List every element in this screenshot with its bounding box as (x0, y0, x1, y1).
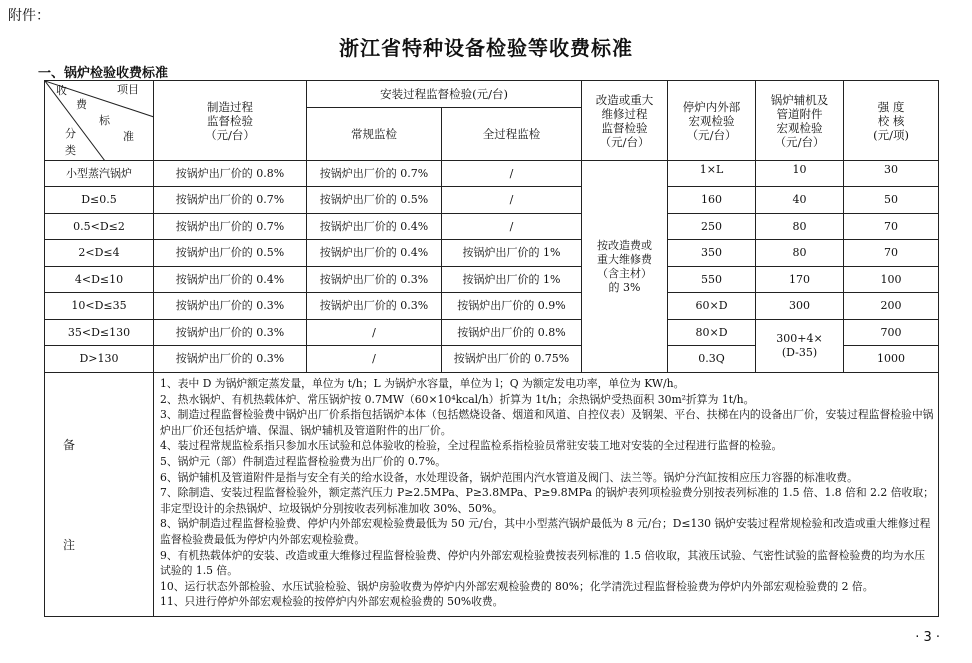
row-install-full: 按锅炉出厂价的 0.9% (442, 293, 582, 320)
row-manufacture: 按锅炉出厂价的 0.3% (154, 346, 307, 373)
row-install-full: / (442, 214, 582, 240)
diag-fee-label-2: 费 (76, 98, 87, 111)
table-row (45, 267, 939, 293)
row-aux: 80 (756, 240, 844, 267)
row-shutdown: 80×D (668, 320, 756, 346)
row-shutdown: 550 (668, 267, 756, 293)
table-row (45, 161, 939, 187)
header-diagonal-cell (45, 81, 154, 161)
row-install-regular: 按锅炉出厂价的 0.3% (307, 267, 442, 293)
row-manufacture: 按锅炉出厂价的 0.3% (154, 293, 307, 320)
row-class: 2<D≤4 (45, 240, 154, 267)
row-install-full: 按锅炉出厂价的 0.75% (442, 346, 582, 373)
header-install-regular: 常规监检 (307, 108, 442, 161)
table-row (45, 187, 939, 214)
row-class: 0.5<D≤2 (45, 214, 154, 240)
row-aux: 10 (756, 161, 844, 187)
row-class: D>130 (45, 346, 154, 373)
row-manufacture: 按锅炉出厂价的 0.8% (154, 161, 307, 187)
table-row (45, 214, 939, 240)
row-shutdown: 350 (668, 240, 756, 267)
header-shutdown: 停炉内外部 宏观检验 （元/台） (668, 81, 756, 161)
row-class: 4<D≤10 (45, 267, 154, 293)
row-manufacture: 按锅炉出厂价的 0.5% (154, 240, 307, 267)
row-install-full: 按锅炉出厂价的 1% (442, 267, 582, 293)
row-class: 10<D≤35 (45, 293, 154, 320)
row-aux: 170 (756, 267, 844, 293)
row-aux: 40 (756, 187, 844, 214)
note-item: 2、热水锅炉、有机热载体炉、常压锅炉按 0.7MW（60×10⁴kcal/h）折算为 1t/h；余热锅炉受热面积 30m²折算为 1t/h。 (160, 392, 755, 406)
row-aux: 300 (756, 293, 844, 320)
row-install-full: / (442, 187, 582, 214)
row-strength: 50 (844, 187, 939, 214)
diag-item-label: 项目 (117, 83, 139, 96)
row-install-full: / (442, 161, 582, 187)
row-manufacture: 按锅炉出厂价的 0.7% (154, 187, 307, 214)
notes-content (154, 373, 939, 617)
boiler-fee-table (44, 80, 939, 617)
header-aux: 锅炉辅机及 管道附件 宏观检验 （元/台） (756, 81, 844, 161)
note-item: 11、只进行停炉外部宏观检验的按停炉内外部宏观检验费的 50%收费。 (160, 595, 504, 609)
header-install-full: 全过程监检 (442, 108, 582, 161)
row-strength: 30 (844, 161, 939, 187)
row-install-regular: 按锅炉出厂价的 0.7% (307, 161, 442, 187)
diag-class-label-2: 类 (65, 144, 76, 157)
note-item: 5、锅炉元（部）件制造过程监督检验费为出厂价的 0.7%。 (160, 454, 447, 468)
note-item: 4、装过程常规监检系指只参加水压试验和总体验收的检验，全过程监检系指检验员常驻安装工地对安装的全过程进行监督的检验。 (160, 439, 783, 453)
header-install-group: 安装过程监督检验(元/台) (307, 81, 582, 108)
aux-merged-cell: 300+4× (D-35) (756, 320, 844, 373)
note-item: 9、有机热载体炉的安装、改造或重大维修过程监督检验费、停炉内外部宏观检验费按表列标准的 1.5 倍收取，其液压试验、气密性试验的监督检验费的均为水压试验的 1.5 倍。 (160, 548, 926, 578)
note-item: 7、除制造、安装过程监督检验外，额定蒸汽压力 P≥2.5MPa、P≥3.8MPa、P≥9.8MPa 的锅炉表列项检验费分别按表列标准的 1.5 倍、1.8 倍和 2.2 倍收取；非定型设计的余热锅炉、垃圾锅炉分别按收表列标准加收 30%、50%。 (160, 486, 934, 515)
header-repair: 改造或重大 维修过程 监督检验 （元/台） (582, 81, 668, 161)
row-manufacture: 按锅炉出厂价的 0.7% (154, 214, 307, 240)
row-shutdown: 250 (668, 214, 756, 240)
row-install-regular: 按锅炉出厂价的 0.3% (307, 293, 442, 320)
row-aux: 80 (756, 214, 844, 240)
row-install-full: 按锅炉出厂价的 0.8% (442, 320, 582, 346)
row-strength: 70 (844, 214, 939, 240)
page-title: 浙江省特种设备检验等收费标准 (339, 36, 633, 60)
row-install-regular: 按锅炉出厂价的 0.5% (307, 187, 442, 214)
row-shutdown: 60×D (668, 293, 756, 320)
header-manufacture: 制造过程 监督检验 （元/台） (154, 81, 307, 161)
row-strength: 1000 (844, 346, 939, 373)
notes-label-top: 备 (63, 437, 76, 452)
row-install-full: 按锅炉出厂价的 1% (442, 240, 582, 267)
notes-label-bottom: 注 (63, 537, 76, 552)
note-item: 6、锅炉辅机及管道附件是指与安全有关的给水设备，水处理设备，锅炉范围内汽水管道及阀门、法兰等。锅炉分汽缸按相应压力容器的标准收费。 (160, 470, 858, 484)
row-shutdown: 160 (668, 187, 756, 214)
row-shutdown: 1×L (668, 161, 756, 187)
row-strength: 70 (844, 240, 939, 267)
row-class: 35<D≤130 (45, 320, 154, 346)
note-item: 3、制造过程监督检验费中锅炉出厂价系指包括锅炉本体（包括燃烧设备、烟道和风道、自控仪表）及钢架、平台、扶梯在内的设备出厂价，安装过程监督检验中锅炉出厂价还包括炉墙、保温、锅炉辅机及管道附件的出厂价。 (160, 408, 934, 437)
row-install-regular: / (307, 320, 442, 346)
row-manufacture: 按锅炉出厂价的 0.3% (154, 320, 307, 346)
diag-fee-label: 收 (56, 84, 67, 97)
table-row (45, 240, 939, 267)
attachment-label: 附件： (8, 8, 50, 24)
table-row (45, 320, 939, 346)
row-install-regular: 按锅炉出厂价的 0.4% (307, 214, 442, 240)
row-install-regular: / (307, 346, 442, 373)
diag-class-label: 分 (65, 127, 76, 140)
page-number: · 3 · (915, 630, 940, 645)
table-row (45, 293, 939, 320)
note-item: 1、表中 D 为锅炉额定蒸发量，单位为 t/h；L 为锅炉水容量，单位为 l；Q 为额定发电功率，单位为 KW/h。 (160, 377, 685, 390)
diag-std-label: 标 (99, 114, 110, 127)
row-strength: 200 (844, 293, 939, 320)
fee-table-wrapper (44, 80, 938, 617)
row-strength: 100 (844, 267, 939, 293)
diag-std-label-2: 准 (123, 130, 134, 143)
section-heading: 一、锅炉检验收费标准 (38, 66, 169, 81)
repair-merged-cell: 按改造费或 重大维修费 （含主材） 的 3% (582, 161, 668, 373)
row-strength: 700 (844, 320, 939, 346)
row-manufacture: 按锅炉出厂价的 0.4% (154, 267, 307, 293)
note-item: 8、锅炉制造过程监督检验费、停炉内外部宏观检验费最低为 50 元/台，其中小型蒸汽锅炉最低为 8 元/台；D≤130 锅炉安装过程常规检验和改造或重大维修过程监督检验费最低为停炉内外部宏观检验费。 (160, 517, 931, 546)
notes-label-cell (45, 373, 154, 617)
header-strength: 强 度 校 核 (元/项) (844, 81, 939, 161)
note-item: 10、运行状态外部检验、水压试验检验、锅炉房验收费为停炉内外部宏观检验费的 80%；化学清洗过程监督检验费为停炉内外部宏观检验费的 2 倍。 (160, 579, 874, 593)
notes-row (45, 373, 939, 617)
row-install-regular: 按锅炉出厂价的 0.4% (307, 240, 442, 267)
row-class: D≤0.5 (45, 187, 154, 214)
row-class: 小型蒸汽锅炉 (45, 161, 154, 187)
row-shutdown: 0.3Q (668, 346, 756, 373)
